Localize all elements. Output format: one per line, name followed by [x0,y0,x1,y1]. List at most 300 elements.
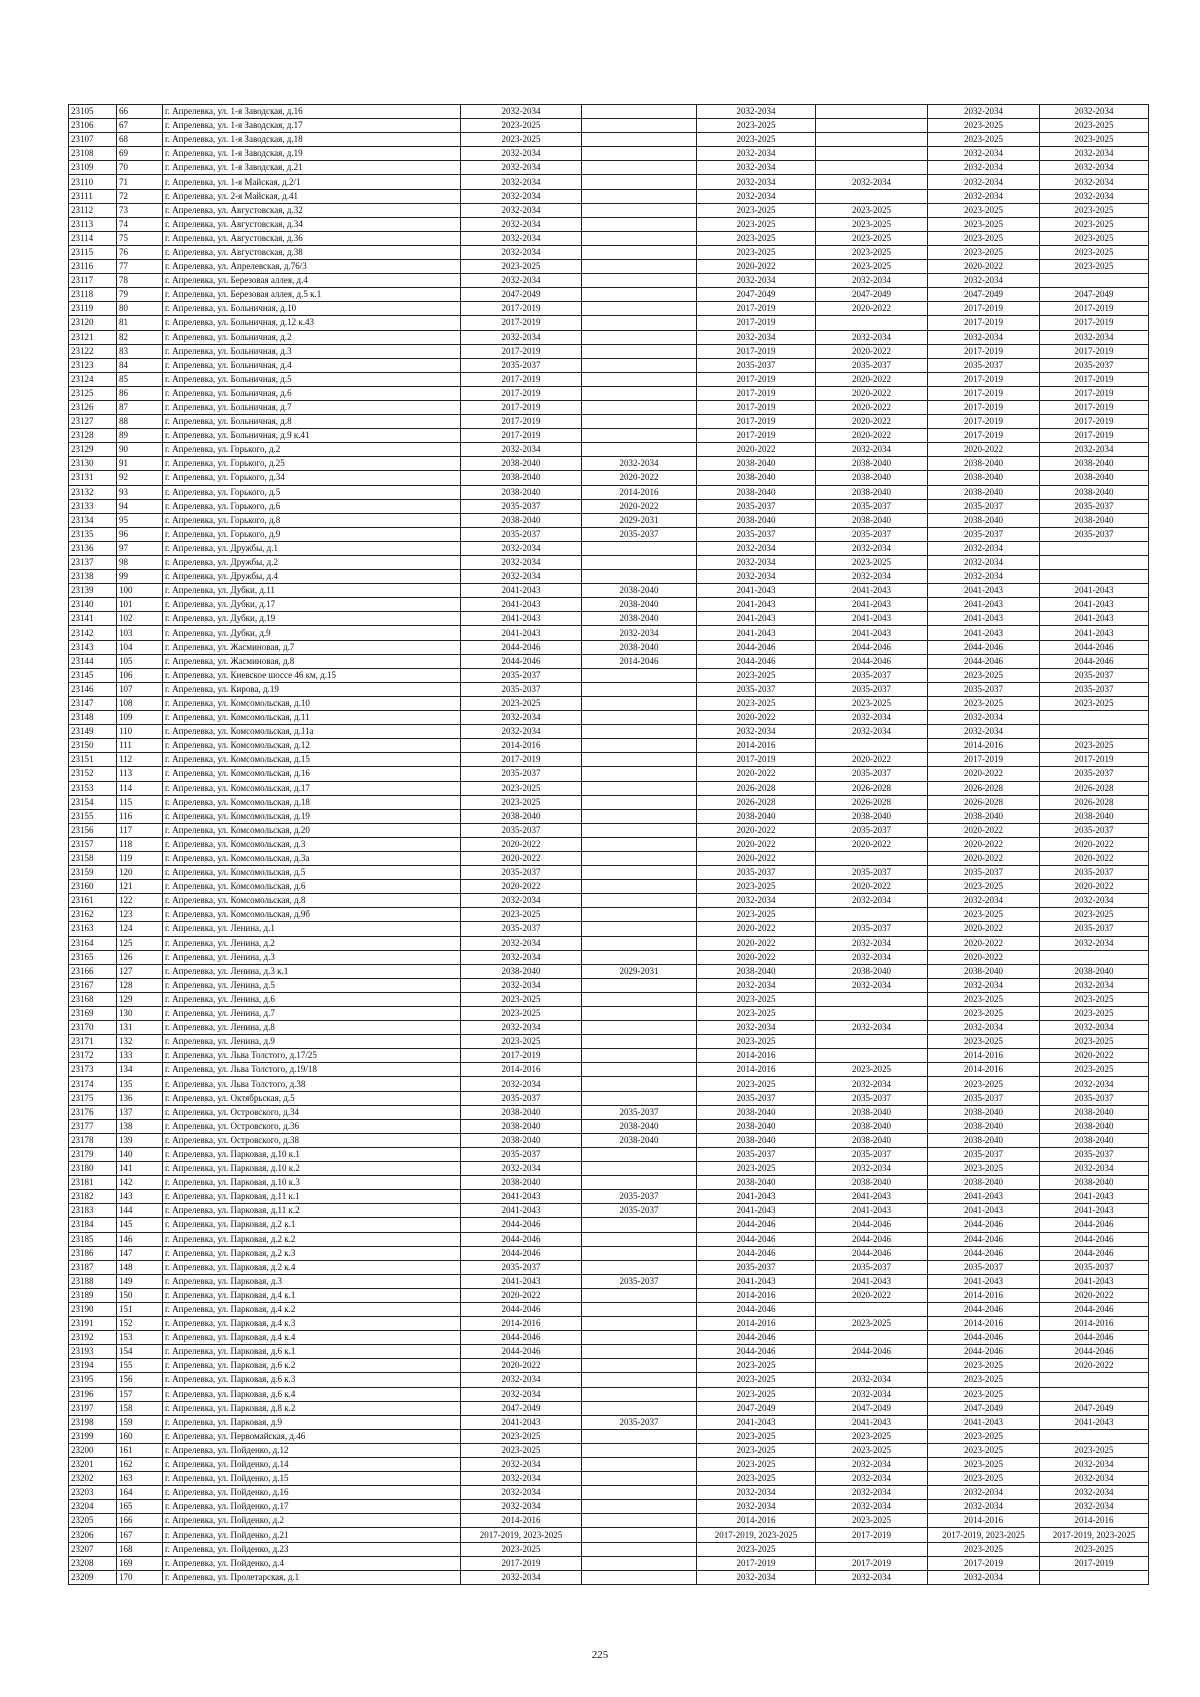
period-1-cell: 2014-2016 [461,739,582,753]
row-number-cell: 124 [117,922,163,936]
table-row [69,274,1149,288]
period-1-cell: 2035-2037 [461,499,582,513]
period-6-cell [1040,1429,1149,1443]
period-2-cell: 2038-2040 [582,584,697,598]
period-4-cell [816,1302,928,1316]
period-1-cell: 2023-2025 [461,992,582,1006]
registry-id-cell: 23117 [69,274,117,288]
table-row [69,1528,1149,1542]
table-row [69,1570,1149,1584]
period-3-cell: 2032-2034 [697,161,816,175]
period-2-cell [582,541,697,555]
row-number-cell: 88 [117,415,163,429]
registry-id-cell: 23125 [69,386,117,400]
period-5-cell: 2023-2025 [928,908,1040,922]
period-1-cell: 2017-2019 [461,753,582,767]
period-3-cell: 2023-2025 [697,1429,816,1443]
row-number-cell: 84 [117,358,163,372]
period-1-cell: 2035-2037 [461,922,582,936]
address-cell: г. Апрелевка, ул. Островского, д.38 [163,1133,461,1147]
period-1-cell: 2023-2025 [461,696,582,710]
registry-id-cell: 23190 [69,1302,117,1316]
registry-id-cell: 23114 [69,231,117,245]
address-cell: г. Апрелевка, ул. Парковая, д.2 к.4 [163,1260,461,1274]
period-3-cell: 2020-2022 [697,260,816,274]
registry-id-cell: 23175 [69,1091,117,1105]
period-1-cell: 2032-2034 [461,1387,582,1401]
row-number-cell: 103 [117,626,163,640]
period-1-cell: 2035-2037 [461,527,582,541]
period-4-cell: 2035-2037 [816,767,928,781]
address-cell: г. Апрелевка, ул. Больничная, д.6 [163,386,461,400]
period-3-cell: 2044-2046 [697,1331,816,1345]
period-5-cell: 2023-2025 [928,668,1040,682]
registry-id-cell: 23173 [69,1063,117,1077]
period-4-cell: 2026-2028 [816,795,928,809]
registry-id-cell: 23200 [69,1443,117,1457]
period-1-cell: 2047-2049 [461,288,582,302]
period-6-cell: 2017-2019 [1040,344,1149,358]
row-number-cell: 112 [117,753,163,767]
address-cell: г. Апрелевка, ул. Дружбы, д.4 [163,570,461,584]
address-cell: г. Апрелевка, ул. Дубки, д.9 [163,626,461,640]
period-1-cell: 2032-2034 [461,1373,582,1387]
address-cell: г. Апрелевка, ул. Комсомольская, д.18 [163,795,461,809]
period-6-cell: 2023-2025 [1040,203,1149,217]
registry-id-cell: 23197 [69,1401,117,1415]
period-3-cell: 2038-2040 [697,471,816,485]
table-row [69,570,1149,584]
period-4-cell: 2017-2019 [816,1556,928,1570]
period-3-cell: 2023-2025 [697,203,816,217]
registry-id-cell: 23124 [69,372,117,386]
table-row [69,1232,1149,1246]
table-row [69,668,1149,682]
period-2-cell [582,245,697,259]
period-6-cell: 2017-2019 [1040,372,1149,386]
row-number-cell: 81 [117,316,163,330]
period-4-cell: 2032-2034 [816,1021,928,1035]
period-6-cell [1040,1373,1149,1387]
period-6-cell: 2026-2028 [1040,781,1149,795]
table-row [69,1429,1149,1443]
period-5-cell: 2020-2022 [928,851,1040,865]
period-2-cell: 2035-2037 [582,1204,697,1218]
period-2-cell [582,1035,697,1049]
period-5-cell: 2014-2016 [928,1063,1040,1077]
period-6-cell: 2020-2022 [1040,1049,1149,1063]
row-number-cell: 159 [117,1415,163,1429]
period-4-cell: 2035-2037 [816,527,928,541]
period-5-cell: 2017-2019 [928,316,1040,330]
period-6-cell: 2017-2019 [1040,400,1149,414]
period-6-cell: 2038-2040 [1040,471,1149,485]
period-5-cell: 2032-2034 [928,175,1040,189]
period-5-cell: 2035-2037 [928,499,1040,513]
period-2-cell: 2035-2037 [582,1105,697,1119]
period-1-cell: 2023-2025 [461,1035,582,1049]
address-cell: г. Апрелевка, ул. Пойденко, д.2 [163,1514,461,1528]
registry-id-cell: 23160 [69,880,117,894]
period-6-cell: 2035-2037 [1040,499,1149,513]
period-2-cell [582,386,697,400]
period-1-cell: 2044-2046 [461,1232,582,1246]
address-cell: г. Апрелевка, ул. Островского, д.34 [163,1105,461,1119]
registry-id-cell: 23149 [69,725,117,739]
period-5-cell: 2014-2016 [928,1049,1040,1063]
period-3-cell: 2023-2025 [697,1542,816,1556]
period-2-cell: 2038-2040 [582,640,697,654]
registry-id-cell: 23120 [69,316,117,330]
period-3-cell: 2017-2019 [697,429,816,443]
period-3-cell: 2017-2019 [697,344,816,358]
period-6-cell: 2035-2037 [1040,527,1149,541]
period-5-cell: 2032-2034 [928,556,1040,570]
row-number-cell: 120 [117,866,163,880]
period-4-cell: 2032-2034 [816,978,928,992]
address-cell: г. Апрелевка, ул. Парковая, д.8 к.2 [163,1401,461,1415]
period-6-cell: 2035-2037 [1040,358,1149,372]
address-cell: г. Апрелевка, ул. Парковая, д.6 к.2 [163,1359,461,1373]
registry-id-cell: 23204 [69,1500,117,1514]
table-row [69,386,1149,400]
registry-id-cell: 23138 [69,570,117,584]
period-4-cell: 2035-2037 [816,499,928,513]
table-row [69,499,1149,513]
row-number-cell: 127 [117,964,163,978]
period-1-cell: 2044-2046 [461,1246,582,1260]
period-5-cell: 2020-2022 [928,922,1040,936]
period-1-cell: 2041-2043 [461,626,582,640]
registry-id-cell: 23122 [69,344,117,358]
period-3-cell: 2032-2034 [697,175,816,189]
registry-id-cell: 23137 [69,556,117,570]
address-cell: г. Апрелевка, ул. Пойденко, д.14 [163,1458,461,1472]
table-row [69,245,1149,259]
period-3-cell: 2038-2040 [697,513,816,527]
period-5-cell: 2044-2046 [928,1218,1040,1232]
period-2-cell [582,358,697,372]
address-cell: г. Апрелевка, ул. Пойденко, д.23 [163,1542,461,1556]
period-6-cell: 2041-2043 [1040,626,1149,640]
registry-id-cell: 23157 [69,837,117,851]
period-4-cell: 2038-2040 [816,1105,928,1119]
period-4-cell: 2020-2022 [816,880,928,894]
period-3-cell: 2014-2016 [697,1514,816,1528]
address-cell: г. Апрелевка, ул. Парковая, д.2 к.1 [163,1218,461,1232]
period-1-cell: 2017-2019, 2023-2025 [461,1528,582,1542]
registry-id-cell: 23167 [69,978,117,992]
registry-id-cell: 23106 [69,119,117,133]
period-5-cell: 2041-2043 [928,626,1040,640]
table-row [69,1500,1149,1514]
period-2-cell [582,288,697,302]
period-5-cell: 2023-2025 [928,1458,1040,1472]
row-number-cell: 100 [117,584,163,598]
period-2-cell: 2038-2040 [582,598,697,612]
period-6-cell [1040,711,1149,725]
period-1-cell: 2020-2022 [461,837,582,851]
period-1-cell: 2044-2046 [461,640,582,654]
period-1-cell: 2032-2034 [461,245,582,259]
table-body [69,105,1149,1585]
period-1-cell: 2032-2034 [461,274,582,288]
table-row [69,823,1149,837]
table-row [69,767,1149,781]
period-3-cell: 2038-2040 [697,457,816,471]
period-6-cell: 2044-2046 [1040,1218,1149,1232]
period-4-cell: 2041-2043 [816,1204,928,1218]
period-4-cell: 2032-2034 [816,541,928,555]
period-1-cell: 2032-2034 [461,175,582,189]
period-5-cell: 2023-2025 [928,1373,1040,1387]
row-number-cell: 97 [117,541,163,555]
registry-id-cell: 23180 [69,1162,117,1176]
period-5-cell: 2044-2046 [928,654,1040,668]
period-3-cell: 2020-2022 [697,443,816,457]
period-6-cell: 2035-2037 [1040,668,1149,682]
period-6-cell: 2038-2040 [1040,485,1149,499]
period-2-cell [582,189,697,203]
registry-id-cell: 23194 [69,1359,117,1373]
address-cell: г. Апрелевка, ул. Киевское шоссе 46 км, д.15 [163,668,461,682]
period-6-cell: 2032-2034 [1040,1486,1149,1500]
period-3-cell: 2023-2025 [697,119,816,133]
period-2-cell [582,1429,697,1443]
period-3-cell: 2035-2037 [697,527,816,541]
period-1-cell: 2032-2034 [461,161,582,175]
address-cell: г. Апрелевка, ул. Августовская, д.32 [163,203,461,217]
table-row [69,640,1149,654]
period-1-cell: 2038-2040 [461,809,582,823]
period-5-cell: 2023-2025 [928,1359,1040,1373]
table-row [69,372,1149,386]
period-2-cell: 2032-2034 [582,626,697,640]
period-1-cell: 2017-2019 [461,1556,582,1570]
period-6-cell: 2023-2025 [1040,231,1149,245]
period-5-cell: 2041-2043 [928,1190,1040,1204]
period-5-cell: 2032-2034 [928,105,1040,119]
period-4-cell: 2038-2040 [816,809,928,823]
registry-id-cell: 23196 [69,1387,117,1401]
period-2-cell [582,302,697,316]
registry-id-cell: 23162 [69,908,117,922]
repair-schedule-table [68,104,1149,1585]
period-5-cell: 2023-2025 [928,1035,1040,1049]
period-3-cell: 2023-2025 [697,1007,816,1021]
address-cell: г. Апрелевка, ул. Горького, д.5 [163,485,461,499]
period-4-cell [816,316,928,330]
address-cell: г. Апрелевка, ул. Комсомольская, д.15 [163,753,461,767]
table-row [69,1077,1149,1091]
period-1-cell: 2020-2022 [461,851,582,865]
address-cell: г. Апрелевка, ул. Больничная, д.2 [163,330,461,344]
period-2-cell [582,1472,697,1486]
row-number-cell: 128 [117,978,163,992]
period-3-cell: 2038-2040 [697,964,816,978]
period-2-cell [582,1246,697,1260]
address-cell: г. Апрелевка, ул. Парковая, д.10 к.2 [163,1162,461,1176]
registry-id-cell: 23134 [69,513,117,527]
row-number-cell: 90 [117,443,163,457]
period-5-cell: 2023-2025 [928,203,1040,217]
period-4-cell: 2041-2043 [816,598,928,612]
period-1-cell: 2044-2046 [461,1345,582,1359]
period-3-cell: 2023-2025 [697,992,816,1006]
period-5-cell: 2026-2028 [928,795,1040,809]
registry-id-cell: 23188 [69,1274,117,1288]
table-row [69,1035,1149,1049]
period-6-cell: 2044-2046 [1040,1246,1149,1260]
period-4-cell: 2023-2025 [816,1443,928,1457]
period-3-cell: 2032-2034 [697,330,816,344]
period-4-cell: 2032-2034 [816,1458,928,1472]
period-1-cell: 2032-2034 [461,1458,582,1472]
period-4-cell: 2035-2037 [816,358,928,372]
period-5-cell: 2035-2037 [928,866,1040,880]
table-row [69,795,1149,809]
address-cell: г. Апрелевка, ул. Больничная, д.4 [163,358,461,372]
period-4-cell: 2020-2022 [816,837,928,851]
registry-id-cell: 23158 [69,851,117,865]
period-4-cell: 2032-2034 [816,1472,928,1486]
period-1-cell: 2038-2040 [461,471,582,485]
row-number-cell: 80 [117,302,163,316]
period-4-cell: 2032-2034 [816,894,928,908]
registry-id-cell: 23133 [69,499,117,513]
period-2-cell: 2035-2037 [582,1415,697,1429]
address-cell: г. Апрелевка, ул. Пойденко, д.15 [163,1472,461,1486]
period-6-cell: 2032-2034 [1040,175,1149,189]
period-3-cell: 2032-2034 [697,541,816,555]
period-3-cell: 2035-2037 [697,682,816,696]
address-cell: г. Апрелевка, ул. Ленина, д.5 [163,978,461,992]
period-1-cell: 2035-2037 [461,668,582,682]
period-2-cell [582,1288,697,1302]
period-4-cell: 2020-2022 [816,302,928,316]
period-3-cell: 2032-2034 [697,978,816,992]
period-6-cell [1040,950,1149,964]
period-6-cell: 2044-2046 [1040,1345,1149,1359]
period-4-cell: 2032-2034 [816,1570,928,1584]
table-row [69,105,1149,119]
period-3-cell: 2020-2022 [697,711,816,725]
period-2-cell [582,1007,697,1021]
period-2-cell [582,1232,697,1246]
period-2-cell: 2014-2046 [582,654,697,668]
address-cell: г. Апрелевка, ул. Комсомольская, д.10 [163,696,461,710]
registry-id-cell: 23203 [69,1486,117,1500]
address-cell: г. Апрелевка, ул. Ленина, д.6 [163,992,461,1006]
period-1-cell: 2023-2025 [461,1429,582,1443]
address-cell: г. Апрелевка, ул. Березовая аллея, д.4 [163,274,461,288]
period-6-cell: 2020-2022 [1040,837,1149,851]
address-cell: г. Апрелевка, ул. Дубки, д.17 [163,598,461,612]
period-1-cell: 2017-2019 [461,372,582,386]
registry-id-cell: 23129 [69,443,117,457]
period-3-cell: 2035-2037 [697,358,816,372]
row-number-cell: 85 [117,372,163,386]
period-5-cell: 2032-2034 [928,725,1040,739]
period-3-cell: 2014-2016 [697,1288,816,1302]
period-5-cell: 2044-2046 [928,1331,1040,1345]
period-4-cell: 2020-2022 [816,1288,928,1302]
period-4-cell: 2023-2025 [816,260,928,274]
registry-id-cell: 23150 [69,739,117,753]
registry-id-cell: 23165 [69,950,117,964]
row-number-cell: 145 [117,1218,163,1232]
period-1-cell: 2017-2019 [461,344,582,358]
period-1-cell: 2032-2034 [461,231,582,245]
table-row [69,400,1149,414]
period-4-cell: 2032-2034 [816,1373,928,1387]
period-3-cell: 2041-2043 [697,1274,816,1288]
period-5-cell: 2032-2034 [928,894,1040,908]
address-cell: г. Апрелевка, ул. Льва Толстого, д.17/25 [163,1049,461,1063]
address-cell: г. Апрелевка, ул. Парковая, д.6 к.3 [163,1373,461,1387]
period-4-cell [816,119,928,133]
period-2-cell [582,1331,697,1345]
period-4-cell: 2038-2040 [816,1176,928,1190]
period-5-cell: 2035-2037 [928,358,1040,372]
period-1-cell: 2017-2019 [461,429,582,443]
address-cell: г. Апрелевка, ул. Комсомольская, д.11а [163,725,461,739]
period-1-cell: 2041-2043 [461,1190,582,1204]
period-3-cell: 2041-2043 [697,598,816,612]
period-3-cell: 2041-2043 [697,626,816,640]
table-row [69,203,1149,217]
address-cell: г. Апрелевка, ул. Парковая, д.10 к.1 [163,1147,461,1161]
period-3-cell: 2044-2046 [697,1345,816,1359]
period-5-cell: 2023-2025 [928,696,1040,710]
period-4-cell [816,105,928,119]
period-3-cell: 2032-2034 [697,147,816,161]
period-2-cell [582,429,697,443]
address-cell: г. Апрелевка, ул. Парковая, д.4 к.4 [163,1331,461,1345]
period-1-cell: 2041-2043 [461,1274,582,1288]
row-number-cell: 167 [117,1528,163,1542]
address-cell: г. Апрелевка, ул. Ленина, д.3 [163,950,461,964]
address-cell: г. Апрелевка, ул. Парковая, д.4 к.3 [163,1317,461,1331]
table-row [69,1021,1149,1035]
address-cell: г. Апрелевка, ул. Жасминовая, д.8 [163,654,461,668]
period-5-cell: 2032-2034 [928,189,1040,203]
period-4-cell: 2035-2037 [816,823,928,837]
table-row [69,682,1149,696]
period-6-cell: 2032-2034 [1040,1077,1149,1091]
table-row [69,1556,1149,1570]
period-1-cell: 2044-2046 [461,1218,582,1232]
table-row [69,415,1149,429]
table-row [69,1204,1149,1218]
period-6-cell: 2032-2034 [1040,147,1149,161]
period-6-cell: 2047-2049 [1040,1401,1149,1415]
row-number-cell: 169 [117,1556,163,1570]
registry-id-cell: 23131 [69,471,117,485]
address-cell: г. Апрелевка, ул. Октябрьская, д.5 [163,1091,461,1105]
table-row [69,1063,1149,1077]
page-number: 225 [591,1649,609,1661]
period-6-cell: 2023-2025 [1040,696,1149,710]
period-6-cell: 2023-2025 [1040,1007,1149,1021]
address-cell: г. Апрелевка, ул. Комсомольская, д.6 [163,880,461,894]
period-3-cell: 2041-2043 [697,1190,816,1204]
period-4-cell: 2023-2025 [816,696,928,710]
registry-id-cell: 23136 [69,541,117,555]
period-5-cell: 2017-2019 [928,344,1040,358]
period-3-cell: 2023-2025 [697,1458,816,1472]
table-row [69,358,1149,372]
